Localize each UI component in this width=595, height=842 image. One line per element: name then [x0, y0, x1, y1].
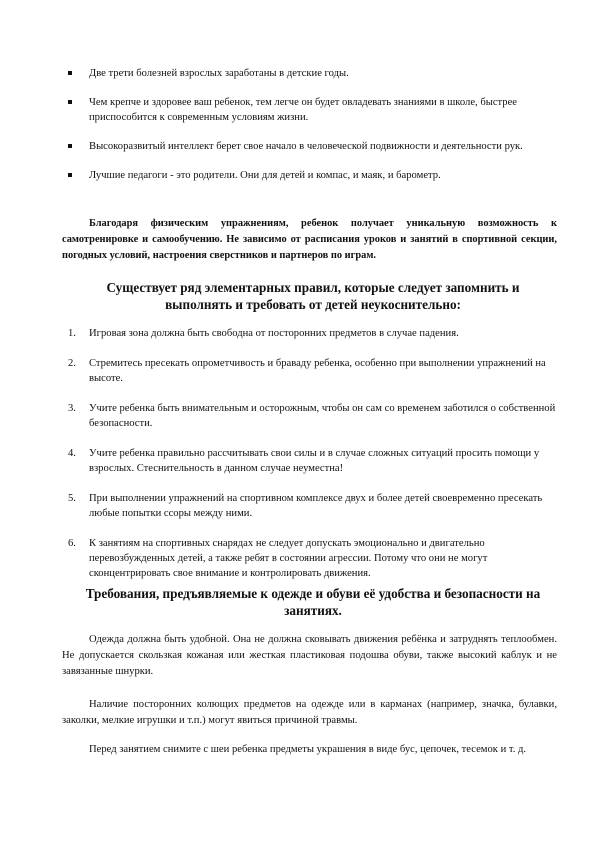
list-item — [62, 401, 557, 431]
item-number: 3. — [68, 403, 76, 414]
list-item — [62, 139, 562, 154]
bullet-text: Лучшие педагоги - это родители. Они для детей и компас, и маяк, и барометр. — [89, 170, 441, 181]
item-number: 4. — [68, 448, 76, 459]
list-item — [62, 326, 557, 341]
rules-list — [62, 326, 557, 596]
list-item — [62, 66, 562, 81]
square-bullet-icon — [68, 173, 72, 177]
list-item — [62, 536, 557, 581]
rule-text: Учите ребенка быть внимательным и осторожным, чтобы он сам со временем заботился о собственной безопасности. — [89, 403, 556, 429]
clothing-paragraph: Наличие посторонних колющих предметов на одежде или в карманах (например, значка, булавки, заколки, мелкие игрушки и т.п.) могут явиться причиной травмы. — [62, 699, 557, 726]
square-bullet-icon — [68, 144, 72, 148]
bullet-text: Чем крепче и здоровее ваш ребенок, тем легче он будет овладевать знаниями в школе, быстрее приспособится к современным условиям жизни. — [89, 97, 518, 123]
list-item — [62, 446, 557, 476]
bullet-list — [62, 66, 562, 197]
clothing-paragraph: Одежда должна быть удобной. Она не должна сковывать движения ребёнка и затруднять теплообмен. Не допускается скользкая кожаная или жесткая пластиковая подошва обуви, также высокий каблук и не завязанные шнурки. — [62, 634, 557, 677]
rule-text: Игровая зона должна быть свободна от посторонних предметов в случае падения. — [89, 328, 459, 339]
list-item — [62, 168, 562, 183]
bullet-text: Две трети болезней взрослых заработаны в детские годы. — [89, 68, 349, 79]
list-item — [62, 491, 557, 521]
rule-text: К занятиям на спортивных снарядах не следует допускать эмоционально и двигательно перевозбужденных детей, а также ребят в состоянии агрессии. Потому что они не могут сконцентрировать свое внимание и контролировать движения. — [89, 538, 488, 579]
clothing-paragraph: Перед занятием снимите с шеи ребенка предметы украшения в виде бус, цепочек, тесемок и т. д. — [89, 744, 527, 755]
square-bullet-icon — [68, 100, 72, 104]
intro-paragraph: Благодаря физическим упражнениям, ребенок получает уникальную возможность к самотренировке и самообучению. Не зависимо от расписания уроков и занятий в спортивной секции, погодных условий, настроения сверстников и партнеров по играм. — [62, 218, 557, 261]
list-item — [62, 356, 557, 386]
rule-text: Учите ребенка правильно рассчитывать свои силы и в случае сложных ситуаций просить помощи у взрослых. Стеснительность в данном случае неуместна! — [89, 448, 540, 474]
clothing-heading: Требования, предъявляемые к одежде и обуви её удобства и безопасности на занятиях. — [85, 586, 541, 618]
item-number: 1. — [68, 328, 76, 339]
rule-text: При выполнении упражнений на спортивном комплексе двух и более детей своевременно пресекать любые попытки ссоры между ними. — [89, 493, 543, 519]
item-number: 5. — [68, 493, 76, 504]
rule-text: Стремитесь пресекать опрометчивость и браваду ребенка, особенно при выполнении упражнений на высоте. — [89, 358, 546, 384]
item-number: 6. — [68, 538, 76, 549]
item-number: 2. — [68, 358, 76, 369]
bullet-text: Высокоразвитый интеллект берет свое начало в человеческой подвижности и деятельности рук. — [89, 141, 523, 152]
rules-heading: Существует ряд элементарных правил, которые следует запомнить и выполнять и требовать от детей неукоснительно: — [106, 280, 520, 312]
square-bullet-icon — [68, 71, 72, 75]
list-item — [62, 95, 562, 125]
